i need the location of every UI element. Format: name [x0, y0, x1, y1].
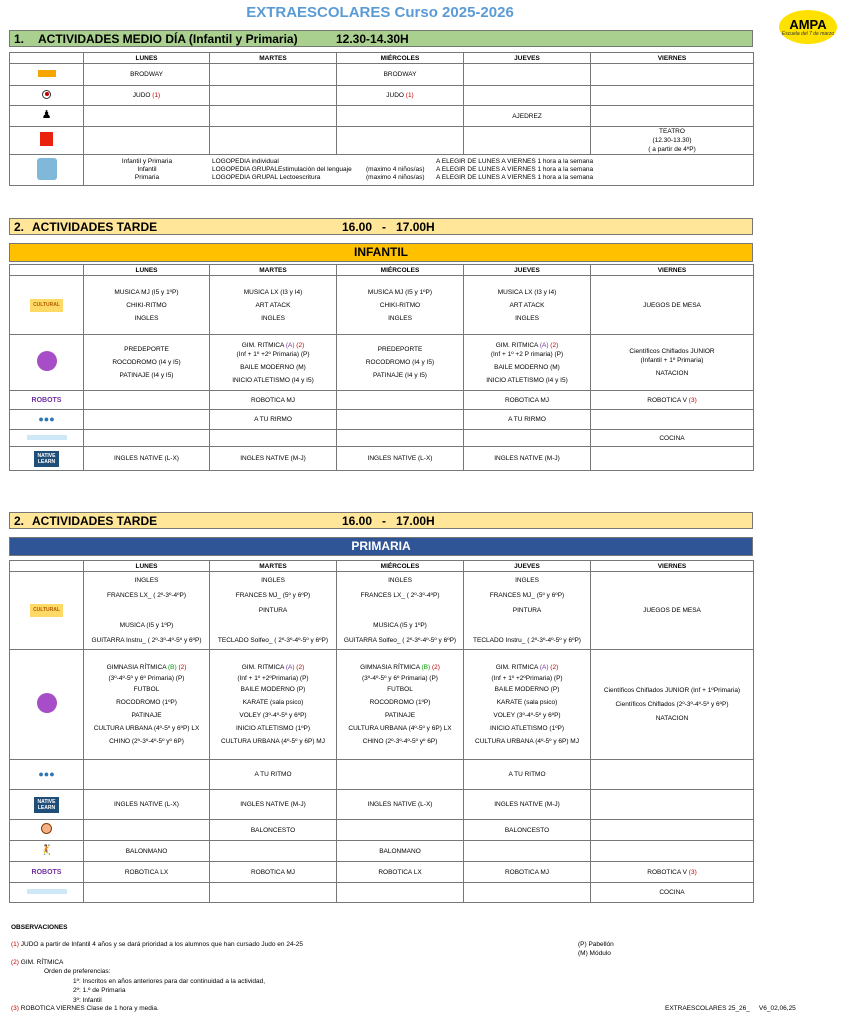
activity: FUTBOL [133, 686, 160, 693]
judo-ref: (1) [405, 92, 414, 99]
cultural-logo-cell [10, 572, 84, 650]
activity: Científicos Chiflados JUNIOR [629, 348, 715, 355]
col-viernes: VIERNES [591, 265, 754, 276]
judo-miercoles [337, 86, 464, 106]
native-logo-cell [10, 447, 84, 471]
inf-robotica-martes: ROBOTICA MJ [210, 391, 337, 410]
pri-r1-martes [210, 572, 337, 650]
teatro-time: (12.30-13.30) [652, 137, 692, 144]
activity-detail: (Infantil + 1º Primaria) [640, 357, 704, 364]
activity: FRANCES LX_ ( 2º-3º-4ºP) [106, 592, 186, 599]
pri-native-lunes: INGLES NATIVE (L-X) [84, 790, 210, 820]
pri-balonmano-lunes: BALONMANO [84, 841, 210, 862]
broadway-logo-icon [38, 70, 56, 77]
note-ref: (2) [296, 664, 305, 671]
logopedia-type: LOGOPEDIA GRUPALEstimulación del lenguaje [212, 166, 352, 173]
activity-detail: (Inf + 1º +2ºPrimaria) (P) [491, 675, 563, 682]
activity: PATINAJE [384, 712, 416, 719]
teatro-note: ( a partir de 4ºP) [648, 146, 696, 153]
infantil-band: INFANTIL [9, 243, 753, 262]
judo-logo-cell [10, 86, 84, 106]
robots-logo-icon: ROBOTS [31, 868, 62, 876]
document-version: EXTRAESCOLARES 25_26_ V6_02,06,25 [665, 1005, 796, 1012]
native-logo-text: NATIVE [37, 452, 56, 459]
col-jueves: JUEVES [464, 53, 591, 64]
pri-r1-lunes [84, 572, 210, 650]
native-logo-cell [10, 790, 84, 820]
activity: CHINO (2º-3º-4º-5º yº 6P) [109, 738, 184, 745]
note-ref: (2) [550, 341, 559, 349]
inf-r2-viernes [591, 335, 754, 391]
group-ref: (B) [167, 664, 177, 671]
dots-logo-icon: ●●● [38, 413, 55, 424]
section-2-number: 2. [14, 219, 25, 234]
ampa-logo [779, 10, 837, 44]
activity: PREDEPORTE [377, 346, 423, 353]
activity-detail: (3º-4º-5º y 6º Primaria) (P) [362, 675, 438, 682]
activity: GIMNASIA RÍTMICA [360, 664, 422, 671]
native-learn-logo-icon [34, 797, 60, 813]
activity: INICIO ATLETISMO (1ºP) [235, 725, 311, 732]
activity: GUITARRA Solfeo_ ( 2º-3º-4º-5º y 6ºP) [343, 637, 457, 644]
obs-legend [578, 940, 614, 958]
activity: ROBOTICA V [647, 868, 689, 876]
activity: PATINAJE [131, 712, 162, 719]
activity: INGLES [388, 577, 412, 584]
logopedia-max: (maximo 4 niños/as) [366, 166, 425, 173]
judo-label: JUDO [132, 92, 151, 99]
chess-logo-cell [10, 106, 84, 127]
activity: ROBOTICA V [647, 396, 689, 404]
pri-robotica-miercoles: ROBOTICA LX [337, 862, 464, 883]
pri-r2-miercoles [337, 650, 464, 760]
inf-atuRitmo-martes: A TU RIRMO [210, 410, 337, 430]
obs-note-2 [11, 958, 63, 967]
col-viernes: VIERNES [591, 561, 754, 572]
col-lunes: LUNES [84, 561, 210, 572]
pri-r1-miercoles [337, 572, 464, 650]
activity: PREDEPORTE [124, 346, 169, 353]
cocina-logo-cell [10, 883, 84, 903]
activity: MUSICA MJ (I5 y 1ºP) [367, 288, 433, 296]
activity: ROCODROMO (1ºP) [116, 699, 177, 706]
obs-pref-1: 1º: Inscritos en años anteriores para dar continuidad a la actividad, [73, 978, 266, 985]
midday-table [9, 52, 754, 186]
activity: CULTURA URBANA (4º-5º y 6ºP) LX [93, 725, 200, 732]
section-2-title: ACTIVIDADES TARDE [32, 219, 158, 234]
legend-item: (P) Pabellón [578, 941, 614, 948]
activity: TECLADO Solfeo_ ( 2º-3º-4º-5º y 6ºP) [217, 637, 329, 644]
activity: KARATE (sala psico) [496, 699, 558, 706]
activity: PINTURA [258, 607, 288, 614]
cocina-logo-icon [27, 435, 67, 440]
judo-ref: (1) [152, 92, 161, 99]
activity: GUITARRA Instru_ ( 2º-3º-4º-5º y 6ºP) [91, 637, 202, 644]
primaria-table [9, 560, 754, 903]
activity: MUSICA (I5 y 1ºP) [119, 622, 174, 629]
col-martes: MARTES [210, 561, 337, 572]
pri-r2-lunes [84, 650, 210, 760]
note-ref: (2) [431, 664, 440, 671]
section-1-title: ACTIVIDADES MEDIO DÍA (Infantil y Primaria) [38, 31, 298, 46]
activity: ROCODROMO (1ºP) [369, 699, 431, 706]
activity: ROCODROMO (I4 y I5) [112, 359, 181, 366]
logopedia-group: Infantil y Primaria [121, 158, 173, 165]
obs-text: ROBOTICA VIERNES Clase de 1 hora y media. [18, 1005, 159, 1012]
pri-baloncesto-martes: BALONCESTO [210, 820, 337, 841]
activity: BAILE MODERNO (M) [494, 363, 560, 371]
inf-r1-martes [210, 276, 337, 335]
activity: MUSICA LX (I3 y I4) [497, 288, 557, 296]
activity: PATINAJE (I4 y I5) [119, 372, 174, 379]
activity: NATACION [655, 714, 689, 722]
activity: VOLEY (3º-4º-5º y 6ºP) [239, 712, 307, 719]
activity [338, 603, 462, 618]
section-2-infantil-header [9, 218, 753, 235]
activity: INICIO ATLETISMO (1ºP) [489, 725, 565, 732]
activity: CHINO (2º-3º-4º-5º yº 6P) [362, 738, 438, 745]
inf-r2-jueves [464, 335, 591, 391]
activity: GIM. RITMICA [241, 341, 286, 349]
judo-lunes [84, 86, 210, 106]
activity: MUSICA (I5 y 1ºP) [373, 622, 427, 629]
logopedia-type: LOGOPEDIA GRUPAL Lectoescritura [212, 174, 321, 181]
logopedia-group: Infantil [137, 166, 157, 173]
logopedia-max: (maximo 4 niños/as) [366, 174, 425, 181]
col-miercoles: MIÉRCOLES [337, 53, 464, 64]
obs-note-3 [11, 1004, 159, 1013]
activity: ART ATACK [255, 301, 291, 309]
logopedia-logo-cell [10, 155, 84, 186]
infantil-table [9, 264, 754, 471]
obs-ref: (1) [11, 941, 19, 948]
activity: BAILE MODERNO (P) [494, 686, 560, 693]
activity: INGLES [388, 314, 412, 322]
note-ref: (3) [688, 396, 697, 404]
section-2-primaria-header [9, 512, 753, 529]
section-2-title: ACTIVIDADES TARDE [32, 513, 158, 528]
activity: GIM. RITMICA [495, 664, 540, 671]
group-ref: (A) [539, 341, 549, 349]
sport-circle-icon [37, 351, 57, 371]
activity: PINTURA [512, 607, 542, 614]
group-ref: (A) [285, 664, 295, 671]
ampa-logo-text: AMPA [789, 16, 827, 32]
group-ref: (A) [285, 341, 295, 349]
obs-note-1 [11, 940, 303, 949]
legend-item: (M) Módulo [578, 950, 611, 957]
activity: CULTURA URBANA (4º-5º y 6P) MJ [475, 738, 579, 745]
activity [211, 618, 335, 633]
teatro-logo-cell [10, 127, 84, 155]
activity: Científicos Chiflados (2º-3º-4º-5º y 6ºP) [615, 700, 729, 708]
activity: INGLES [134, 577, 159, 584]
logopedia-logo-icon [37, 158, 57, 180]
pri-native-jueves: INGLES NATIVE (M-J) [464, 790, 591, 820]
section-2-number: 2. [14, 513, 25, 528]
activity: INGLES [261, 577, 285, 584]
activity: CHIKI-RITMO [379, 301, 421, 309]
obs-text: GIM. RÍTMICA [18, 959, 64, 966]
activity: VOLEY (3º-4º-5º y 6ºP) [493, 712, 561, 719]
basket-logo-cell [10, 820, 84, 841]
inf-atuRitmo-jueves: A TU RIRMO [464, 410, 591, 430]
broadway-logo-cell [10, 64, 84, 86]
native-logo-text: NATIVE [37, 798, 56, 805]
page-title: EXTRAESCOLARES Curso 2025-2026 [246, 4, 514, 21]
sport-logo-cell [10, 650, 84, 760]
col-miercoles: MIÉRCOLES [337, 265, 464, 276]
pri-robotica-jueves: ROBOTICA MJ [464, 862, 591, 883]
activity: ART ATACK [509, 301, 545, 309]
col-jueves: JUEVES [464, 265, 591, 276]
activity: FRANCES MJ_ (5º y 6ºP) [489, 592, 565, 599]
inf-native-lunes: INGLES NATIVE (L-X) [84, 447, 210, 471]
activity-detail: (Inf + 1º +2 P rimaria) (P) [490, 350, 564, 358]
activity: ROCODROMO (I4 y I5) [365, 359, 435, 366]
obs-pref-2: 2º: 1.º de Primaria [73, 987, 126, 994]
activity: KARATE (sala psico) [242, 699, 304, 706]
activity: INGLES [515, 577, 539, 584]
atuRitmo-logo-cell [10, 760, 84, 790]
activity-detail: (Inf + 1º +2ºPrimaria) (P) [237, 675, 309, 682]
inf-r1-miercoles [337, 276, 464, 335]
logopedia-when: A ELEGIR DE LUNES A VIERNES 1 hora a la semana [436, 158, 594, 165]
section-1-header [9, 30, 753, 47]
pri-native-martes: INGLES NATIVE (M-J) [210, 790, 337, 820]
cultural-logo-cell [10, 276, 84, 335]
sport-logo-cell [10, 335, 84, 391]
inf-r1-viernes: JUEGOS DE MESA [591, 276, 754, 335]
activity: GIMNASIA RÍTMICA [106, 664, 168, 671]
primaria-band: PRIMARIA [9, 537, 753, 556]
col-lunes: LUNES [84, 265, 210, 276]
obs-text: JUDO a partir de Infantil 4 años y se dará prioridad a los alumnos que han cursado Judo en 24-25 [18, 941, 303, 948]
activity: TECLADO Instru_ ( 2º-3º-4º-5º y 6ºP) [473, 637, 581, 644]
activity: Científicos Chiflados JUNIOR (Inf + 1ºPrimaria) [603, 686, 741, 694]
note-ref: (3) [688, 868, 697, 876]
pri-r1-jueves [464, 572, 591, 650]
activity-detail: (Inf + 1º +2º Primaria) (P) [236, 350, 310, 358]
obs-ref: (2) [11, 959, 19, 966]
obs-ref: (3) [11, 1005, 19, 1012]
robots-logo-icon: ROBOTS [31, 396, 62, 404]
atuRitmo-logo-cell [10, 410, 84, 430]
basketball-icon [41, 823, 52, 834]
teatro-label: TEATRO [659, 128, 685, 135]
logopedia-block [84, 155, 754, 186]
robots-logo-cell [10, 391, 84, 410]
logopedia-group: Primaria [134, 174, 160, 181]
pri-r1-viernes: JUEGOS DE MESA [591, 572, 754, 650]
pri-native-miercoles: INGLES NATIVE (L-X) [337, 790, 464, 820]
ajedrez-jueves: AJEDREZ [464, 106, 591, 127]
activity: GIM. RITMICA [495, 341, 540, 349]
activity: FRANCES MJ_ (5º y 6ºP) [235, 592, 311, 599]
activity: INGLES [515, 314, 539, 322]
section-2-time: 16.00 - 17.00H [342, 219, 435, 234]
native-learn-logo-icon [34, 451, 60, 467]
inf-cocina-viernes: COCINA [591, 430, 754, 447]
logopedia-type: LOGOPEDIA individual [212, 158, 279, 165]
activity: CULTURA URBANA (4º-5º y 6P) MJ [221, 738, 325, 745]
activity: BAILE MODERNO (P) [240, 686, 306, 693]
activity: NATACION [655, 370, 689, 377]
native-logo-text: LEARN [37, 804, 56, 811]
note-ref: (2) [550, 664, 559, 671]
activity: INICIO ATLETISMO (I4 y I5) [486, 376, 568, 384]
obs-title-text: OBSERVACIONES [11, 924, 68, 931]
activity: INGLES [261, 314, 285, 322]
broadway-lunes: BRODWAY [84, 64, 210, 86]
logopedia-when: A ELEGIR DE LUNES A VIERNES 1 hora a la semana [436, 166, 594, 173]
activity: CULTURA URBANA (4º-5º y 6P) LX [348, 725, 452, 732]
sport-circle-icon [37, 693, 57, 713]
cultural-logo-icon: CULTURAL [30, 299, 63, 312]
pri-atuRitmo-martes: A TU RITMO [210, 760, 337, 790]
col-jueves: JUEVES [464, 561, 591, 572]
col-martes: MARTES [210, 53, 337, 64]
pri-cocina-viernes: COCINA [591, 883, 754, 903]
pri-atuRitmo-jueves: A TU RITMO [464, 760, 591, 790]
inf-r1-lunes [84, 276, 210, 335]
group-ref: (A) [539, 664, 549, 671]
handball-player-icon: 🤾 [40, 845, 53, 856]
dots-logo-icon: ●●● [38, 768, 55, 779]
inf-r2-martes [210, 335, 337, 391]
activity: GIM. RITMICA [241, 664, 286, 671]
activity [465, 618, 589, 633]
pri-balonmano-miercoles: BALONMANO [337, 841, 464, 862]
inf-robotica-viernes [591, 391, 754, 410]
pri-robotica-lunes: ROBOTICA LX [84, 862, 210, 883]
logopedia-when: A ELEGIR DE LUNES A VIERNES 1 hora a la semana [436, 174, 594, 181]
pri-r2-jueves [464, 650, 591, 760]
group-ref: (B) [421, 664, 431, 671]
teatro-logo-icon [40, 132, 53, 146]
col-lunes: LUNES [84, 53, 210, 64]
obs-pref-3: 3º: Infantil [73, 997, 102, 1004]
inf-native-martes: INGLES NATIVE (M-J) [210, 447, 337, 471]
pri-robotica-martes: ROBOTICA MJ [210, 862, 337, 883]
activity: PATINAJE (I4 y I5) [373, 372, 427, 379]
obs-preferences: Orden de preferencias: [44, 968, 111, 975]
activity: BAILE MODERNO (M) [240, 363, 306, 371]
pri-r2-viernes [591, 650, 754, 760]
robots-logo-cell [10, 862, 84, 883]
inf-r1-jueves [464, 276, 591, 335]
activity: FRANCES LX_ ( 2º-3º-4ºP) [360, 592, 440, 599]
activity [85, 603, 208, 618]
native-logo-text: LEARN [37, 458, 56, 465]
inf-native-miercoles: INGLES NATIVE (L-X) [337, 447, 464, 471]
note-ref: (2) [296, 341, 305, 349]
note-ref: (2) [178, 664, 187, 671]
section-2-time: 16.00 - 17.00H [342, 513, 435, 528]
activity: CHIKI-RITMO [126, 301, 167, 309]
judo-label: JUDO [386, 92, 404, 99]
activity: MUSICA LX (I3 y I4) [243, 288, 303, 296]
activity: INGLES [134, 314, 159, 322]
teatro-viernes [591, 127, 754, 155]
activity: INICIO ATLETISMO (I4 y I5) [232, 376, 314, 384]
observaciones-title [11, 923, 67, 932]
inf-r2-lunes [84, 335, 210, 391]
activity-detail: (3º-4º-5º y 6º Primaria) (P) [108, 675, 185, 682]
ampa-logo-subtitle: Escuela del 7 de marzo [781, 30, 835, 37]
cocina-logo-cell [10, 430, 84, 447]
judo-logo-icon [42, 90, 51, 99]
activity: FUTBOL [387, 686, 413, 693]
chess-piece-icon: ♟ [41, 109, 52, 121]
activity: MUSICA MJ (I5 y 1ºP) [114, 288, 179, 296]
cultural-logo-icon: CULTURAL [30, 604, 63, 617]
col-miercoles: MIÉRCOLES [337, 561, 464, 572]
pri-robotica-viernes [591, 862, 754, 883]
col-viernes: VIERNES [591, 53, 754, 64]
logopedia-max [366, 158, 441, 166]
section-1-number: 1. [14, 31, 25, 46]
inf-r2-miercoles [337, 335, 464, 391]
col-martes: MARTES [210, 265, 337, 276]
inf-robotica-jueves: ROBOTICA MJ [464, 391, 591, 410]
section-1-time: 12.30-14.30H [336, 31, 409, 46]
pri-r2-martes [210, 650, 337, 760]
cocina-logo-icon [27, 889, 67, 894]
broadway-miercoles: BRODWAY [337, 64, 464, 86]
handball-logo-cell [10, 841, 84, 862]
pri-baloncesto-jueves: BALONCESTO [464, 820, 591, 841]
inf-native-jueves: INGLES NATIVE (M-J) [464, 447, 591, 471]
